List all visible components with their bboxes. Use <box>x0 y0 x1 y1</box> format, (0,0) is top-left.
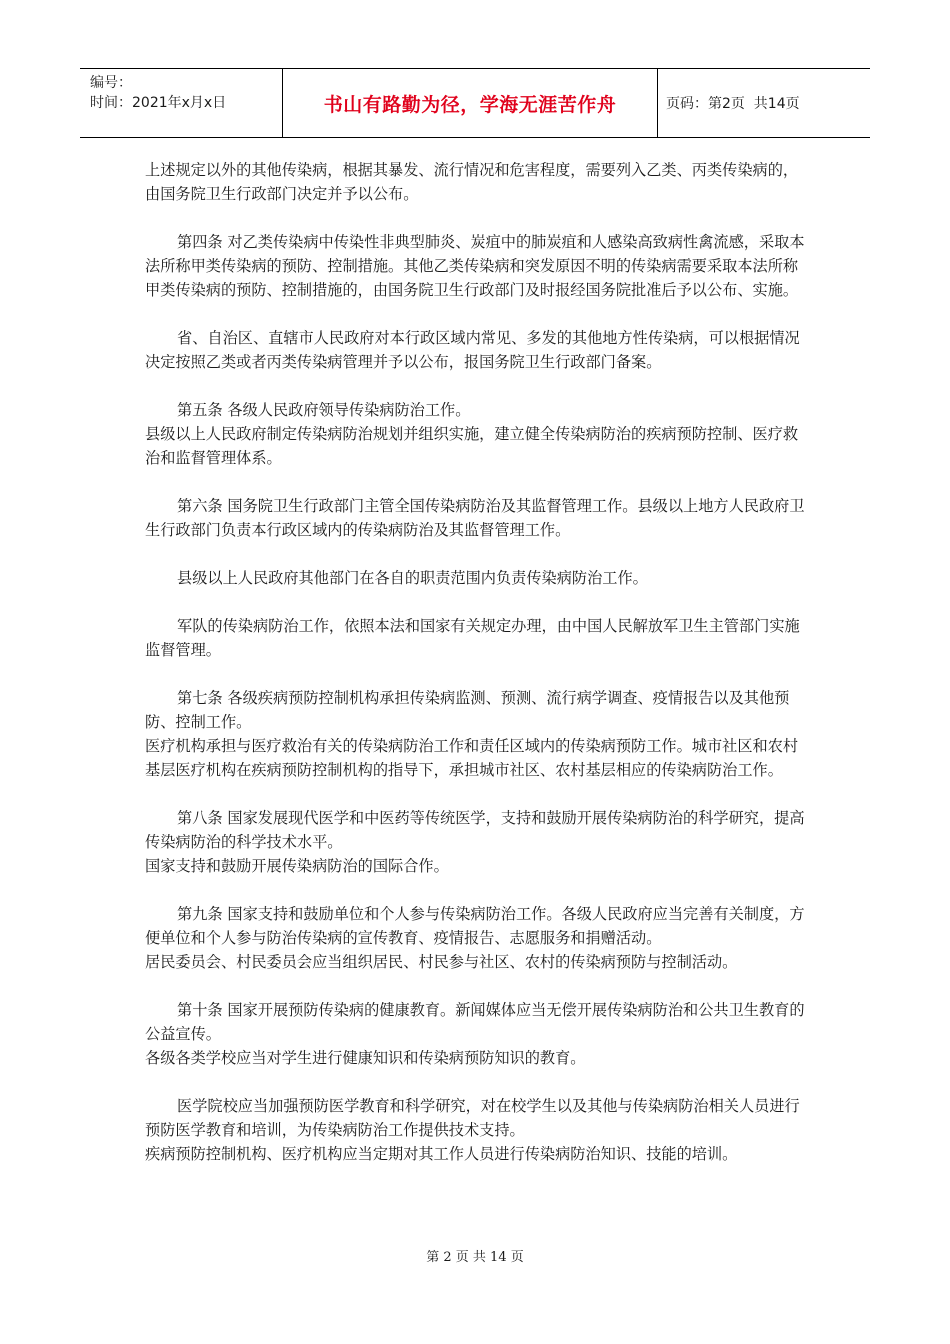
document-number-label: 编号： <box>90 75 132 91</box>
paragraph: 医疗机构承担与医疗救治有关的传染病防治工作和责任区域内的传染病预防工作。城市社区和农村基层医疗机构在疾病预防控制机构的指导下，承担城市社区、农村基层相应的传染病防治工作。 <box>145 737 799 779</box>
header-table <box>80 68 870 138</box>
header-motto: 书山有路勤为径，学海无涯苦作舟 <box>323 93 617 116</box>
paragraph: 第十条 国家开展预防传染病的健康教育。新闻媒体应当无偿开展传染病防治和公共卫生教育的公益宣传。 <box>145 1001 805 1043</box>
paragraph: 居民委员会、村民委员会应当组织居民、村民参与社区、农村的传染病预防与控制活动。 <box>145 953 738 971</box>
header-page-cell <box>658 69 870 137</box>
paragraph: 军队的传染病防治工作，依照本法和国家有关规定办理，由中国人民解放军卫生主管部门实施监督管理。 <box>145 617 800 659</box>
paragraph-spacer <box>145 782 810 806</box>
paragraph-spacer <box>145 662 810 686</box>
paragraph: 第七条 各级疾病预防控制机构承担传染病监测、预测、流行病学调查、疫情报告以及其他预防、控制工作。 <box>145 689 790 731</box>
page-footer <box>0 1246 950 1265</box>
paragraph-spacer <box>145 302 810 326</box>
paragraph: 第五条 各级人民政府领导传染病防治工作。 <box>177 401 471 419</box>
paragraph-spacer <box>145 374 810 398</box>
document-body <box>145 158 810 1166</box>
header-meta-cell <box>80 69 283 137</box>
paragraph-spacer <box>145 470 810 494</box>
paragraph: 第九条 国家支持和鼓励单位和个人参与传染病防治工作。各级人民政府应当完善有关制度，方便单位和个人参与防治传染病的宣传教育、疫情报告、志愿服务和捐赠活动。 <box>145 905 805 947</box>
paragraph: 上述规定以外的其他传染病，根据其暴发、流行情况和危害程度，需要列入乙类、丙类传染病的，由国务院卫生行政部门决定并予以公布。 <box>145 161 799 203</box>
paragraph-spacer <box>145 878 810 902</box>
document-date: 时间：2021年x月x日 <box>90 95 227 111</box>
paragraph: 第八条 国家发展现代医学和中医药等传统医学，支持和鼓励开展传染病防治的科学研究，提高传染病防治的科学技术水平。 <box>145 809 805 851</box>
paragraph: 省、自治区、直辖市人民政府对本行政区域内常见、多发的其他地方性传染病，可以根据情况决定按照乙类或者丙类传染病管理并予以公布，报国务院卫生行政部门备案。 <box>145 329 800 371</box>
paragraph: 县级以上人民政府制定传染病防治规划并组织实施，建立健全传染病防治的疾病预防控制、医疗救治和监督管理体系。 <box>145 425 799 467</box>
paragraph: 医学院校应当加强预防医学教育和科学研究，对在校学生以及其他与传染病防治相关人员进行预防医学教育和培训，为传染病防治工作提供技术支持。 <box>145 1097 800 1139</box>
paragraph-spacer <box>145 590 810 614</box>
paragraph: 疾病预防控制机构、医疗机构应当定期对其工作人员进行传染病防治知识、技能的培训。 <box>145 1145 738 1163</box>
paragraph: 第四条 对乙类传染病中传染性非典型肺炎、炭疽中的肺炭疽和人感染高致病性禽流感，采取本法所称甲类传染病的预防、控制措施。其他乙类传染病和突发原因不明的传染病需要采取本法所称甲类传染病的预防、控制措施的，由国务院卫生行政部门及时报经国务院批准后予以公布、实施。 <box>145 233 805 299</box>
paragraph-spacer <box>145 542 810 566</box>
paragraph: 第六条 国务院卫生行政部门主管全国传染病防治及其监督管理工作。县级以上地方人民政府卫生行政部门负责本行政区域内的传染病防治及其监督管理工作。 <box>145 497 805 539</box>
paragraph: 国家支持和鼓励开展传染病防治的国际合作。 <box>145 857 449 875</box>
footer-page-number: 第 2 页 共 14 页 <box>426 1250 524 1265</box>
header-page-info: 页码：第2页 共14页 <box>666 96 800 112</box>
paragraph-spacer <box>145 206 810 230</box>
paragraph-spacer <box>145 1070 810 1094</box>
paragraph-spacer <box>145 974 810 998</box>
paragraph: 各级各类学校应当对学生进行健康知识和传染病预防知识的教育。 <box>145 1049 586 1067</box>
header-motto-cell <box>283 69 658 137</box>
paragraph: 县级以上人民政府其他部门在各自的职责范围内负责传染病防治工作。 <box>177 569 648 587</box>
